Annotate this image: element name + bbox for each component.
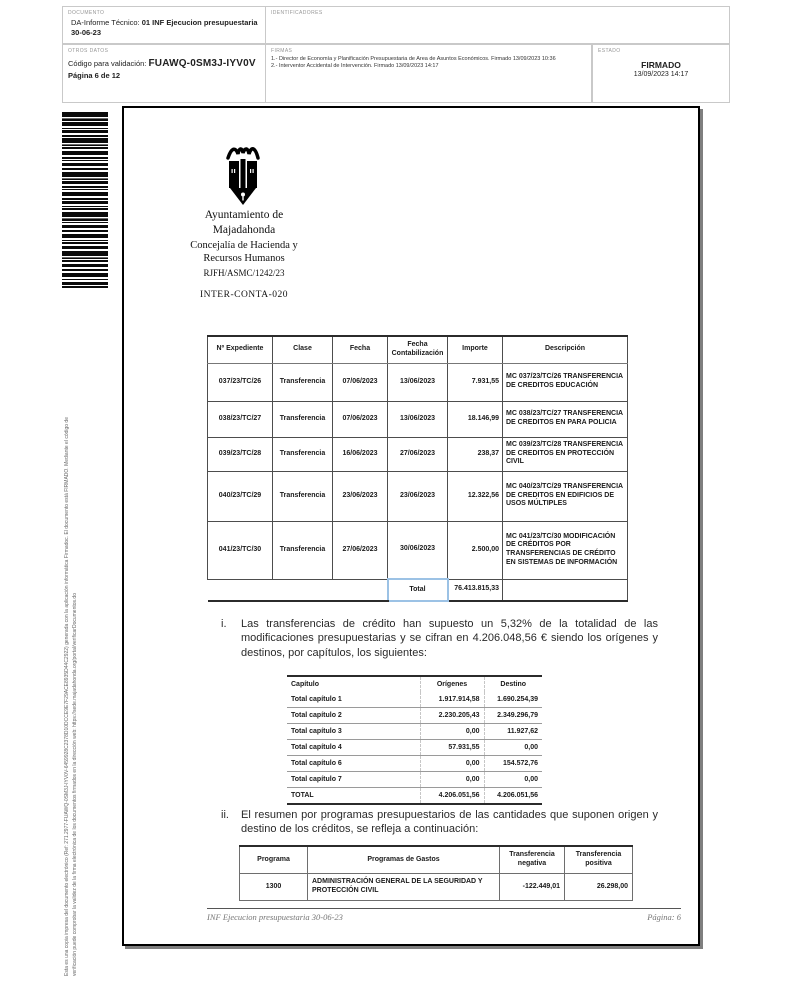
org-department: Concejalía de Hacienda y Recursos Humanos [190, 240, 298, 264]
cell-origenes: 4.206.051,56 [420, 788, 484, 805]
cell-importe: 12.322,56 [448, 471, 503, 521]
total-value: 76.413.815,33 [448, 579, 503, 601]
documento-label: DOCUMENTO [68, 10, 105, 16]
firma-line-1: 1.- Director de Economía y Planificación Presupuestaria de Area de Asuntos Económicos. Firmado 13/09/2023 10:36 [271, 56, 556, 62]
cell-capitulo: Total capítulo 7 [287, 772, 420, 788]
cell-destino: 1.690.254,39 [484, 692, 542, 708]
cell-capitulo: Total capítulo 1 [287, 692, 420, 708]
cell-fecha: 07/06/2023 [333, 401, 388, 437]
table-row [287, 724, 542, 740]
cell-expediente: 039/23/TC/28 [208, 437, 273, 471]
col-programas-gastos: Programas de Gastos [308, 846, 500, 874]
table-row [287, 708, 542, 724]
list-marker-i: i. [221, 618, 227, 630]
total-desc-empty [503, 579, 628, 601]
otros-datos-label: OTROS DATOS [68, 48, 109, 54]
cell-fecha-cont: 23/06/2023 [388, 471, 448, 521]
list-marker-ii: ii. [221, 809, 229, 821]
cell-capitulo: Total capítulo 4 [287, 740, 420, 756]
cell-capitulo: TOTAL [291, 792, 314, 799]
table-header-row [240, 846, 633, 874]
table-row [287, 692, 542, 708]
paragraph-ii-text: El resumen por programas presupuestarios de las cantidades que suponen origen y destino de los créditos, se refleja a continuación: [241, 809, 658, 836]
cell-origenes: 1.917.914,58 [420, 692, 484, 708]
cell-clase: Transferencia [273, 363, 333, 401]
cell-fecha: 16/06/2023 [333, 437, 388, 471]
table-row [287, 772, 542, 788]
col-origenes: Orígenes [420, 676, 484, 692]
expedientes-table [207, 335, 628, 602]
cell-clase: Transferencia [273, 401, 333, 437]
identificadores-label: IDENTIFICADORES [271, 10, 323, 16]
cell-transferencia-positiva: 26.298,00 [565, 874, 633, 901]
verification-line-2: verificación puede comprobar la validez de la firma electrónica de los documentos firmados en la dirección web: https://sede.majadahonda.org/portal/verificarDocumentos.do [71, 593, 78, 976]
cell-origenes: 57.931,55 [420, 740, 484, 756]
cell-destino: 2.349.296,79 [484, 708, 542, 724]
cell-expediente: 038/23/TC/27 [208, 401, 273, 437]
header-identificadores-box [265, 6, 730, 44]
footer-page-number: Página: 6 [647, 912, 681, 922]
col-transferencia-negativa: Transferencia negativa [500, 846, 565, 874]
cell-clase: Transferencia [273, 437, 333, 471]
cell-importe: 2.500,00 [448, 521, 503, 579]
org-name: Ayuntamiento de Majadahonda [204, 209, 284, 236]
table-row [208, 471, 628, 521]
col-fecha: Fecha [333, 336, 388, 363]
table-row [287, 740, 542, 756]
status-badge: FIRMADO [641, 60, 681, 70]
header-otros-datos-box [62, 44, 266, 103]
col-expediente: Nº Expediente [208, 336, 273, 363]
cell-origenes: 0,00 [420, 724, 484, 740]
cell-programa-gastos: ADMINISTRACIÓN GENERAL DE LA SEGURIDAD Y PROTECCIÓN CIVIL [308, 874, 500, 901]
programas-table [239, 845, 633, 901]
table-total-row [287, 788, 542, 805]
cell-descripcion: MC 040/23/TC/29 TRANSFERENCIA DE CREDITOS EN EDIFICIOS DE USOS MÚLTIPLES [503, 471, 628, 521]
col-programa: Programa [240, 846, 308, 874]
cell-origenes: 2.230.205,43 [420, 708, 484, 724]
cell-fecha: 23/06/2023 [333, 471, 388, 521]
documento-title: DA-Informe Técnico: 01 INF Ejecucion presupuestaria 30-06-23 [71, 18, 258, 37]
col-transferencia-positiva: Transferencia positiva [565, 846, 633, 874]
cell-fecha-cont: 13/06/2023 [388, 363, 448, 401]
paragraph-i-text: Las transferencias de crédito han supuesto un 5,32% de la totalidad de las modificaciones presupuestarias y se cifran en 4.206.048,56 € siendo los orígenes y destinos, por capítulos, los siguientes: [241, 618, 658, 659]
validation-code: Código para validación: FUAWQ-0SM3J-IYV0V [68, 58, 256, 69]
col-destino: Destino [484, 676, 542, 692]
col-capitulo: Capítulo [291, 681, 319, 688]
cell-destino: 11.927,62 [484, 724, 542, 740]
verification-line-1: Esta es una copia impresa del documento electrónico (Ref: 271.2977-FUAWQ-0SM3J-IYV0V-6459928C2378D10DCCE9E7F29ACE8935D44C2922) generada con la aplicación informática Firmadoc. El documento está FIRMADO. Mediante el código de [64, 417, 70, 976]
table-row [208, 521, 628, 579]
cell-capitulo: Total capítulo 2 [287, 708, 420, 724]
paragraph-ii [221, 808, 658, 837]
page-indicator: Página 6 de 12 [68, 71, 121, 80]
cell-capitulo: Total capítulo 3 [287, 724, 420, 740]
table-row [208, 363, 628, 401]
table-header-row [208, 336, 628, 363]
table-total-row [208, 579, 628, 601]
header-documento-box [62, 6, 266, 44]
table-row [208, 437, 628, 471]
estado-label: ESTADO [598, 48, 621, 54]
cell-fecha: 07/06/2023 [333, 363, 388, 401]
col-descripcion: Descripción [503, 336, 628, 363]
cell-importe: 7.931,55 [448, 363, 503, 401]
cell-destino: 0,00 [484, 772, 542, 788]
status-datetime: 13/09/2023 14:17 [633, 71, 689, 78]
document-reference: RJFH/ASMC/1242/23 [203, 268, 285, 278]
cell-origenes: 0,00 [420, 756, 484, 772]
cell-importe: 238,37 [448, 437, 503, 471]
cell-descripcion: MC 039/23/TC/28 TRANSFERENCIA DE CREDITOS EN PROTECCIÓN CIVIL [503, 437, 628, 471]
firmas-label: FIRMAS [271, 48, 293, 54]
total-label: Total [388, 579, 448, 601]
verification-side-text [64, 286, 80, 976]
cell-capitulo: Total capítulo 6 [287, 756, 420, 772]
table-row [287, 756, 542, 772]
cell-descripcion: MC 041/23/TC/30 MODIFICACIÓN DE CRÉDITOS POR TRANSFERENCIAS DE CRÉDITO EN SISTEMAS DE INFORMACIÓN [503, 521, 628, 579]
cell-destino: 154.572,76 [484, 756, 542, 772]
cell-origenes: 0,00 [420, 772, 484, 788]
total-empty-cell [208, 579, 388, 601]
page-footer [207, 912, 681, 922]
cell-fecha: 27/06/2023 [333, 521, 388, 579]
cell-fecha-cont: 27/06/2023 [388, 437, 448, 471]
cell-expediente: 037/23/TC/26 [208, 363, 273, 401]
majadahonda-emblem-icon [225, 144, 261, 210]
table-row [208, 401, 628, 437]
document-page [122, 106, 700, 946]
capitulos-table [287, 675, 542, 805]
paragraph-i [221, 617, 658, 660]
col-importe: Importe [448, 336, 503, 363]
cell-fecha-cont: 13/06/2023 [388, 401, 448, 437]
cell-descripcion: MC 037/23/TC/26 TRANSFERENCIA DE CREDITOS EDUCACIÓN [503, 363, 628, 401]
table-header-row [287, 676, 542, 692]
cell-destino: 4.206.051,56 [484, 788, 542, 805]
document-code: INTER-CONTA-020 [199, 290, 288, 300]
cell-clase: Transferencia [273, 521, 333, 579]
cell-programa: 1300 [240, 874, 308, 901]
col-fecha-contabilizacion: Fecha Contabilización [388, 336, 448, 363]
barcode-icon [62, 112, 108, 288]
cell-fecha-cont: 30/06/2023 [388, 521, 448, 579]
header-firmas-box [265, 44, 592, 103]
header-estado-box [592, 44, 730, 103]
cell-descripcion: MC 038/23/TC/27 TRANSFERENCIA DE CREDITOS EN PARA POLICIA [503, 401, 628, 437]
cell-importe: 18.146,99 [448, 401, 503, 437]
footer-document-title: INF Ejecucion presupuestaria 30-06-23 [207, 912, 343, 922]
col-clase: Clase [273, 336, 333, 363]
firma-line-2: 2.- Interventor Accidental de Intervención. Firmado 13/09/2023 14:17 [271, 63, 439, 69]
cell-clase: Transferencia [273, 471, 333, 521]
cell-expediente: 041/23/TC/30 [208, 521, 273, 579]
cell-expediente: 040/23/TC/29 [208, 471, 273, 521]
cell-transferencia-negativa: -122.449,01 [500, 874, 565, 901]
table-row [240, 874, 633, 901]
cell-destino: 0,00 [484, 740, 542, 756]
footer-divider [207, 908, 681, 909]
